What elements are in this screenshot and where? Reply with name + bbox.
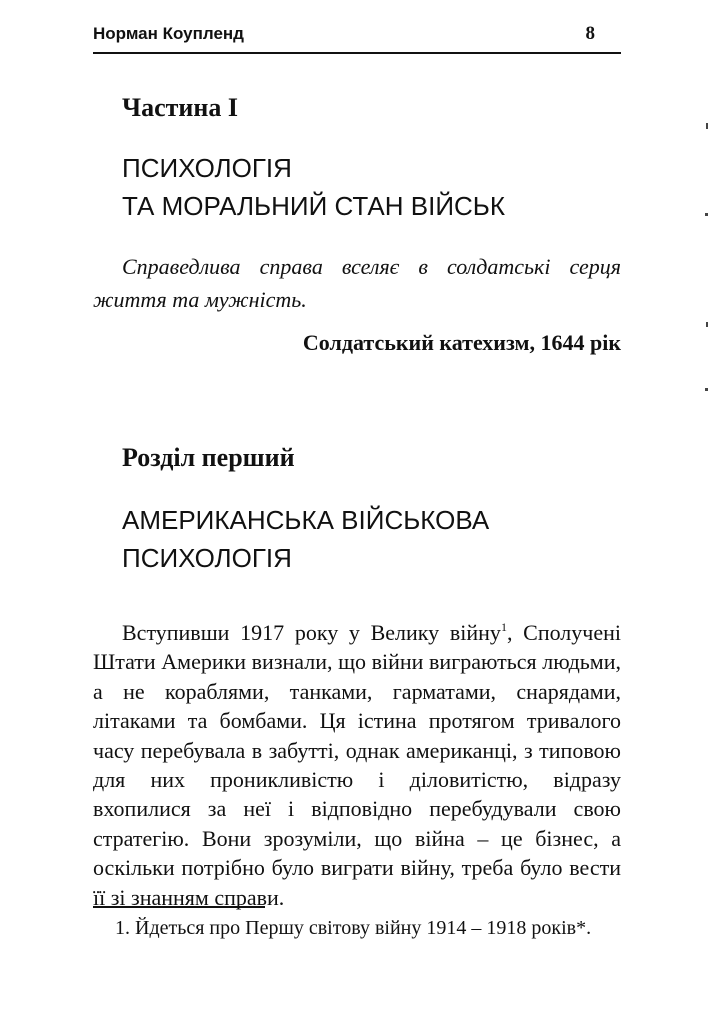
body-text-start: Вступивши 1917 року у Велику війну	[122, 620, 501, 645]
part-title-line: ТА МОРАЛЬНИЙ СТАН ВІЙСЬК	[122, 191, 505, 221]
chapter-title-line: ПСИХОЛОГІЯ	[122, 543, 292, 573]
chapter-title-line: АМЕРИКАНСЬКА ВІЙСЬКОВА	[122, 505, 490, 535]
part-title-line: ПСИХОЛОГІЯ	[122, 153, 292, 183]
epigraph-source: Солдатський катехизм, 1644 рік	[302, 330, 621, 355]
body-paragraph	[93, 618, 621, 912]
scan-speck	[705, 388, 708, 391]
header-author: Норман Коупленд	[93, 24, 244, 43]
part-title	[122, 149, 505, 225]
footnote-text: 1. Йдеться про Першу світову війну 1914 – 1918 років*.	[115, 917, 592, 939]
scan-speck	[706, 322, 708, 327]
footnote-divider	[93, 906, 265, 908]
chapter-title	[122, 501, 489, 577]
scan-speck	[706, 123, 708, 129]
running-header	[93, 22, 621, 54]
page-number: 8	[585, 23, 595, 44]
body-text-rest: , Сполучені Штати Америки визнали, що війни виграються людьми, а не кораблями, танками, гарматами, снарядами, літаками та бомбами. Ця істина протягом тривалого часу перебувала в забутті, однак американці, з типовою для них проникливістю і діловитістю, відразу вхопилися за неї і відповідно перебудували свою стратегію. Вони зрозуміли, що війна – це бізнес, а оскільки потрібно було виграти війну, треба було вести її зі знанням справи.	[93, 620, 621, 910]
scan-speck	[705, 213, 708, 216]
chapter-label: Розділ перший	[122, 443, 295, 472]
footnote-reference: 1	[500, 620, 507, 634]
epigraph-text: Справедлива справа вселяє в солдатські серця життя та мужність.	[93, 254, 621, 312]
part-label: Частина I	[122, 93, 238, 122]
